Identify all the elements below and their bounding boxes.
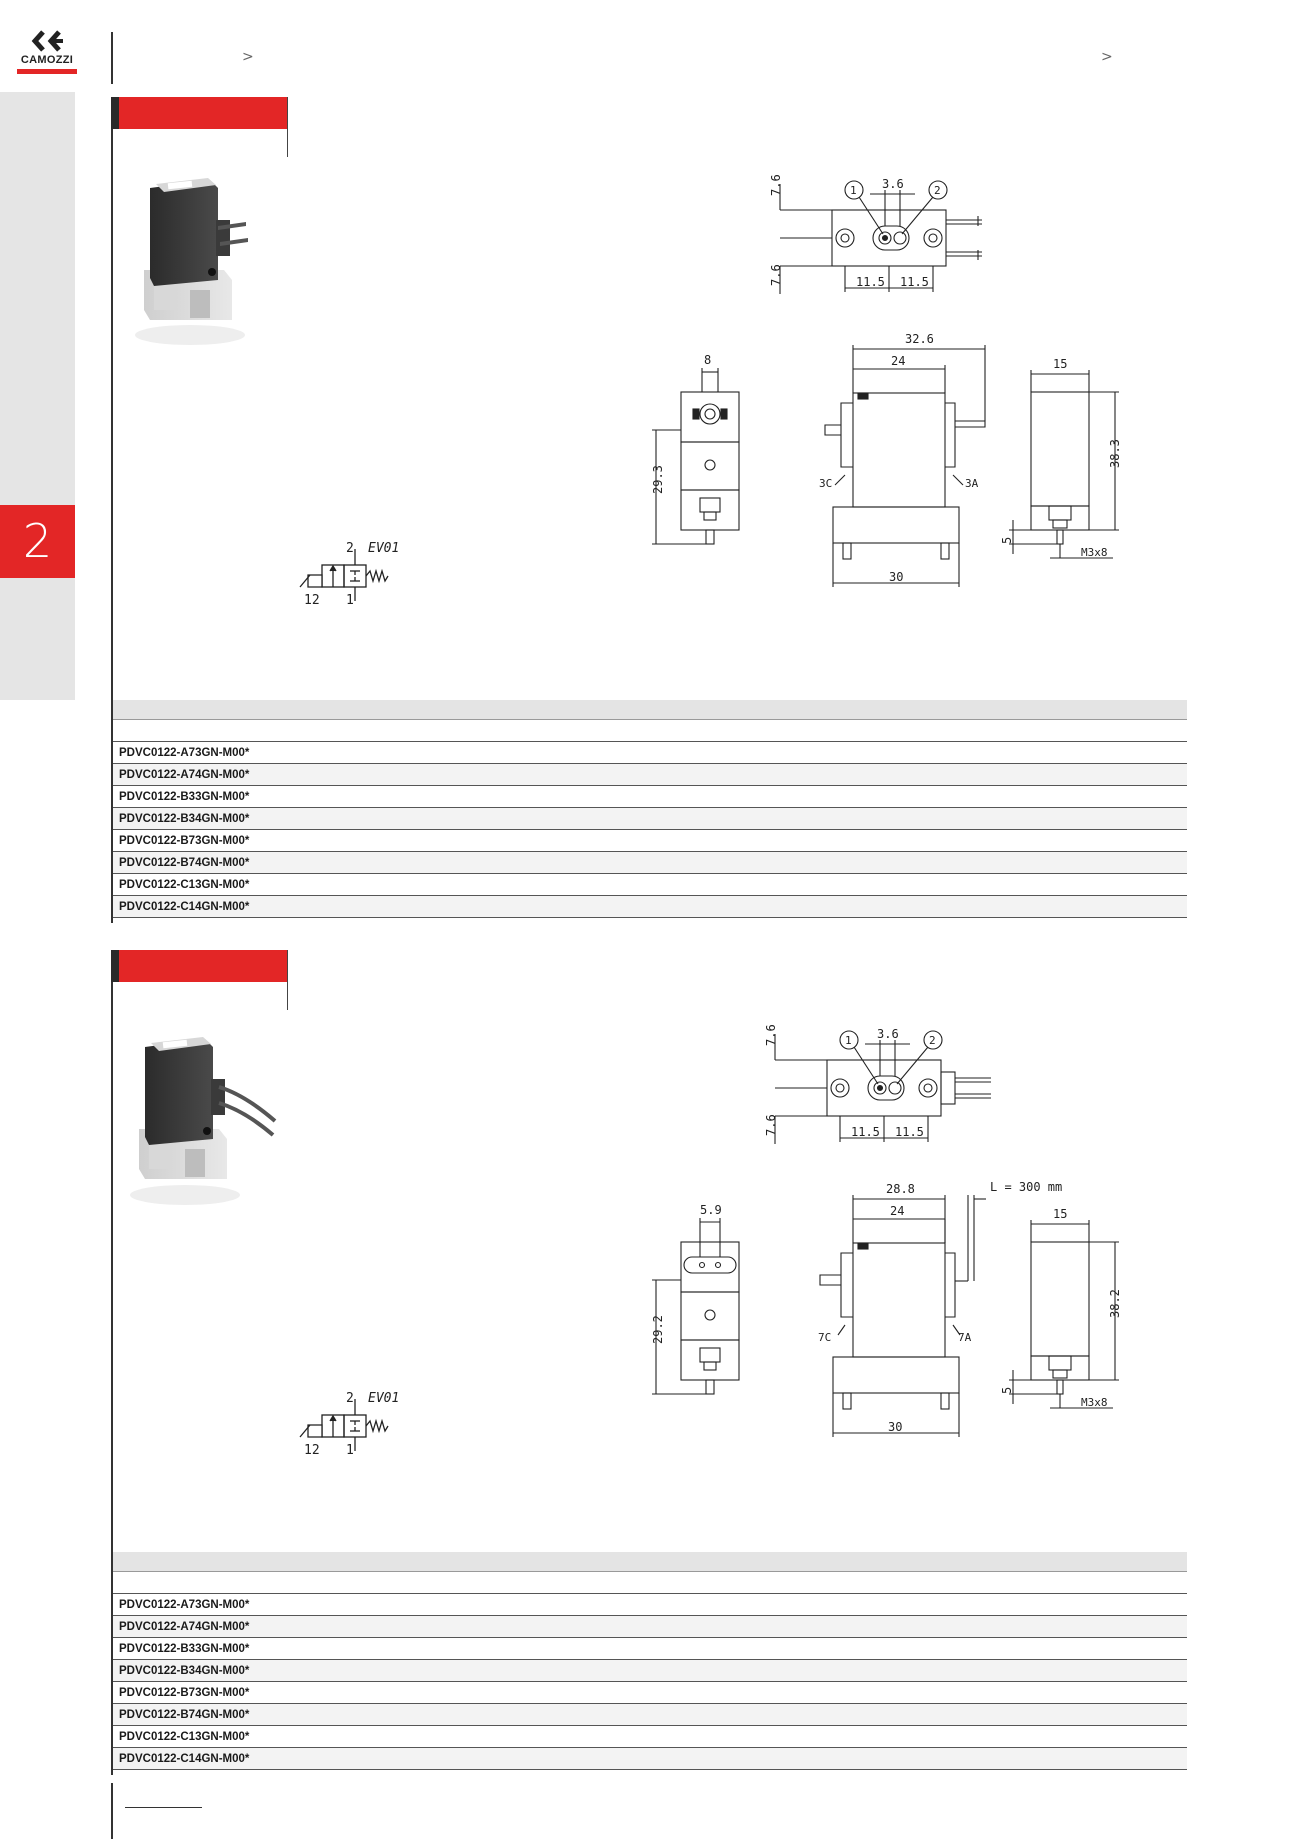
dim-pin-5: 5 <box>1000 536 1014 544</box>
dim-overall-32-6: 32.6 <box>905 332 934 346</box>
port-1-callout: 1 <box>850 184 857 197</box>
table-2-subheader <box>113 1572 1187 1594</box>
dim-pin-5: 5 <box>1000 1386 1014 1394</box>
table-row[interactable]: PDVC0122-A73GN-M00* <box>113 1594 1187 1616</box>
dim-height-38-3: 38.3 <box>1108 439 1122 468</box>
cable-length-label: L = 300 mm <box>990 1180 1063 1194</box>
label-3c: 3C <box>819 477 833 490</box>
dim-width-8: 8 <box>704 353 712 367</box>
thread-m3x8: M3x8 <box>1081 546 1108 559</box>
logo-red-bar <box>17 69 77 74</box>
table-row[interactable]: PDVC0122-B74GN-M00* <box>113 1704 1187 1726</box>
dim-left-11-5: 11.5 <box>851 1125 880 1139</box>
drawing-side-view-1 <box>795 325 995 595</box>
table-1-subheader <box>113 720 1187 742</box>
table-row[interactable]: PDVC0122-B34GN-M00* <box>113 808 1187 830</box>
table-row[interactable]: PDVC0122-A74GN-M00* <box>113 764 1187 786</box>
camozzi-logo-text: CAMOZZI <box>20 54 74 66</box>
drawing-front-view-1 <box>640 350 760 570</box>
drawing-top-view-1 <box>760 170 1000 305</box>
dim-bottom-7-6: 7.6 <box>769 264 783 286</box>
section-1-red-bar <box>113 97 287 129</box>
camozzi-logo[interactable] <box>17 30 77 76</box>
section-1-dark-marker <box>111 97 119 129</box>
drawing-right-view-1 <box>995 350 1125 590</box>
dim-right-11-5: 11.5 <box>900 275 929 289</box>
symbol-port-2: 2 <box>346 1391 354 1406</box>
chapter-side-tab <box>0 92 75 700</box>
footer-rule-short <box>125 1807 202 1808</box>
dim-width-15: 15 <box>1053 357 1068 371</box>
symbol-port-12: 12 <box>304 1443 320 1458</box>
section-2-dark-marker <box>111 950 119 982</box>
table-row[interactable]: PDVC0122-B33GN-M00* <box>113 786 1187 808</box>
symbol-port-1: 1 <box>346 1443 354 1458</box>
table-row[interactable]: PDVC0122-B34GN-M00* <box>113 1660 1187 1682</box>
product-photo-valve-wires <box>115 1025 285 1210</box>
product-photo-valve-pins <box>120 170 260 350</box>
dim-height-29-2: 29.2 <box>651 1315 665 1344</box>
dim-base-30: 30 <box>889 570 904 584</box>
dim-top-7-6: 7.6 <box>764 1024 778 1046</box>
header-divider <box>111 32 113 84</box>
label-3a: 3A <box>965 477 979 490</box>
symbol-port-12: 12 <box>304 593 320 608</box>
dim-body-24: 24 <box>891 354 906 368</box>
table-row[interactable]: PDVC0122-A74GN-M00* <box>113 1616 1187 1638</box>
table-2-header-band <box>113 1552 1187 1572</box>
footer-rule <box>111 1783 113 1839</box>
dim-center-3-6: 3.6 <box>882 177 904 191</box>
section-2-red-bar <box>113 950 287 982</box>
table-row[interactable]: PDVC0122-C14GN-M00* <box>113 1748 1187 1770</box>
port-2-callout: 2 <box>934 184 941 197</box>
dim-left-11-5: 11.5 <box>856 275 885 289</box>
breadcrumb-arrow-right[interactable]: > <box>1101 49 1113 65</box>
section-1-header-tab <box>113 97 288 157</box>
breadcrumb-arrow-left[interactable]: > <box>242 49 254 65</box>
pneumatic-symbol-3-2 <box>298 535 408 610</box>
drawing-right-view-2 <box>995 1200 1125 1440</box>
table-row[interactable]: PDVC0122-C14GN-M00* <box>113 896 1187 918</box>
table-row[interactable]: PDVC0122-B33GN-M00* <box>113 1638 1187 1660</box>
symbol-code: EV01 <box>368 1391 400 1406</box>
table-row[interactable]: PDVC0122-C13GN-M00* <box>113 1726 1187 1748</box>
pneumatic-symbol-3-2-b <box>298 1385 408 1460</box>
product-table-2 <box>113 1552 1187 1770</box>
symbol-port-2: 2 <box>346 541 354 556</box>
drawing-front-view-2 <box>640 1200 760 1420</box>
section-2-header-tab <box>113 950 288 1010</box>
dim-width-5-9: 5.9 <box>700 1203 722 1217</box>
table-row[interactable]: PDVC0122-B73GN-M00* <box>113 830 1187 852</box>
thread-m3x8: M3x8 <box>1081 1396 1108 1409</box>
dim-right-11-5: 11.5 <box>895 1125 924 1139</box>
table-1-header-band <box>113 700 1187 720</box>
table-row[interactable]: PDVC0122-C13GN-M00* <box>113 874 1187 896</box>
dim-height-38-2: 38.2 <box>1108 1289 1122 1318</box>
chapter-number-tab[interactable]: 2 <box>0 505 75 578</box>
dim-top-7-6: 7.6 <box>769 174 783 196</box>
dim-width-15: 15 <box>1053 1207 1068 1221</box>
dim-center-3-6: 3.6 <box>877 1027 899 1041</box>
label-7a: 7A <box>958 1331 972 1344</box>
dim-body-24: 24 <box>890 1204 905 1218</box>
dim-bottom-7-6: 7.6 <box>764 1114 778 1136</box>
product-table-1 <box>113 700 1187 918</box>
table-row[interactable]: PDVC0122-B74GN-M00* <box>113 852 1187 874</box>
symbol-port-1: 1 <box>346 593 354 608</box>
drawing-top-view-2 <box>755 1020 1000 1155</box>
port-2-callout: 2 <box>929 1034 936 1047</box>
camozzi-logo-mark-icon <box>31 30 65 52</box>
table-row[interactable]: PDVC0122-A73GN-M00* <box>113 742 1187 764</box>
label-7c: 7C <box>818 1331 832 1344</box>
symbol-code: EV01 <box>368 541 400 556</box>
dim-overall-28-8: 28.8 <box>886 1182 915 1196</box>
dim-height-29-3: 29.3 <box>651 465 665 494</box>
port-1-callout: 1 <box>845 1034 852 1047</box>
table-row[interactable]: PDVC0122-B73GN-M00* <box>113 1682 1187 1704</box>
dim-base-30: 30 <box>888 1420 903 1434</box>
